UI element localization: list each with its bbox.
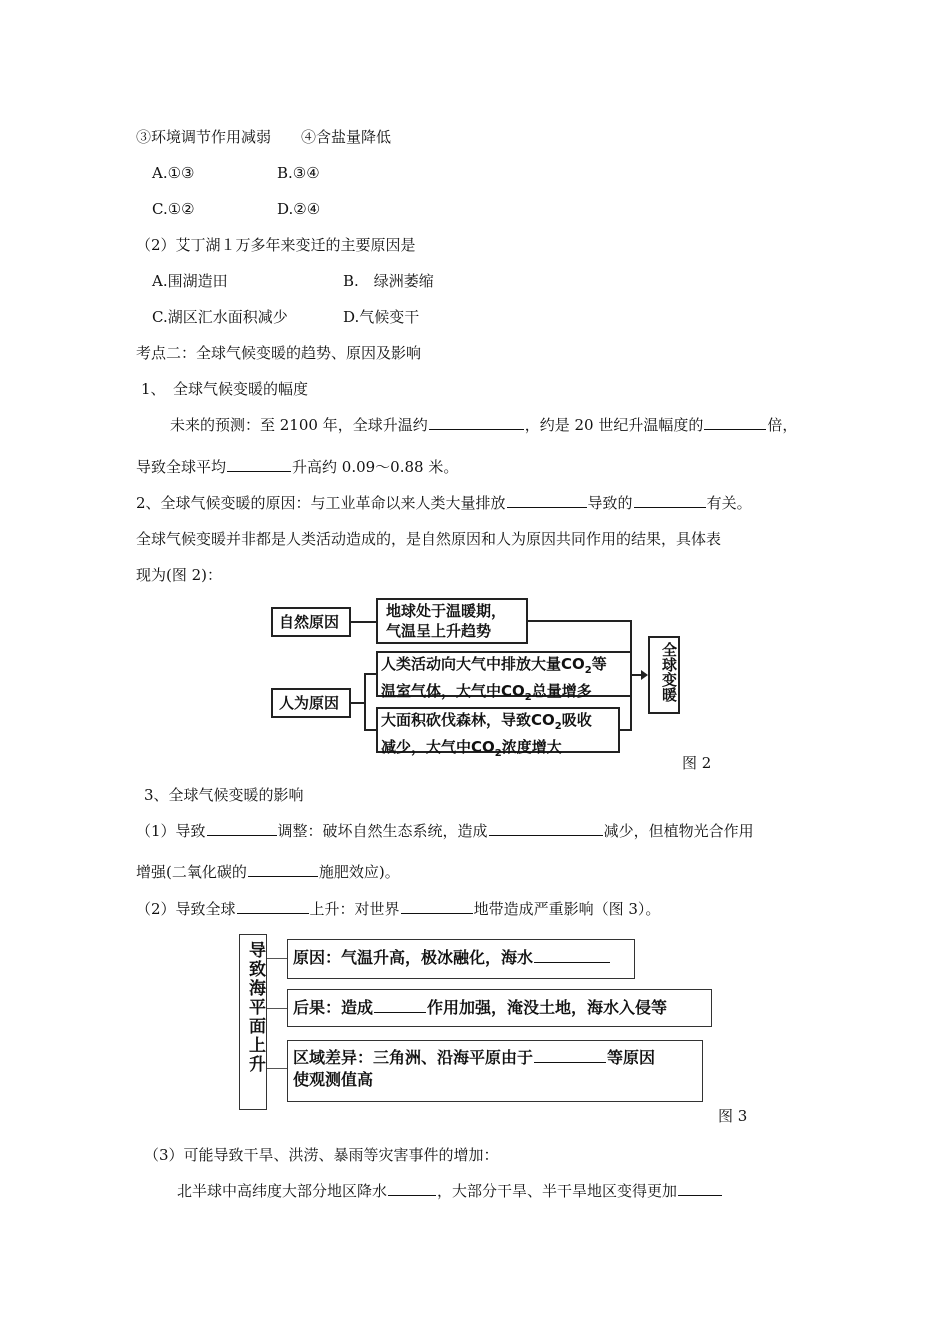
blank-reduce	[489, 821, 603, 836]
fig3-cause-box	[287, 939, 635, 979]
fig2-caption: 图 2	[682, 754, 712, 772]
q2-option-c: C.湖区汇水面积减少	[152, 308, 288, 326]
blank-emission	[507, 493, 587, 508]
s2-text-a: 2、全球气候变暖的原因：与工业革命以来人类大量排放	[136, 494, 506, 512]
s1-text-c: 倍，	[767, 416, 798, 434]
s3-p1-line1	[136, 821, 754, 841]
fig2-nat-line1: 地球处于温暖期，	[386, 602, 507, 620]
fig3-region-box	[287, 1040, 703, 1102]
s1-sentence-2	[136, 457, 458, 477]
fig3-title-box: 导致海平面上升	[239, 934, 267, 1110]
blank-dry	[678, 1181, 722, 1196]
section-title: 考点二：全球气候变暖的趋势、原因及影响	[136, 344, 422, 362]
q1-option-line: ③环境调节作用减弱 ④含盐量降低	[136, 128, 392, 146]
s3-p1-line2	[136, 862, 400, 882]
fig2-connector	[364, 673, 366, 731]
s3-p2	[136, 899, 660, 919]
blank-precip	[388, 1181, 436, 1196]
fig3-cause: 原因：气温升高，极冰融化，海水	[293, 948, 534, 967]
fig2-connector	[630, 676, 632, 731]
s3-p1-d: 增强(二氧化碳的	[136, 863, 247, 881]
fig3-effect-b: 作用加强，淹没土地，海水入侵等	[427, 998, 668, 1017]
fig2-hum2-2a: 减少，大气中CO	[381, 738, 495, 756]
fig2-arrow-head-icon	[641, 670, 648, 680]
fig2-sub: 2	[584, 665, 592, 676]
fig2-human-box: 人为原因	[271, 688, 351, 718]
s3-title: 3、全球气候变暖的影响	[144, 786, 304, 804]
fig2-human-detail-2	[376, 707, 620, 759]
s3-p1-e: 施肥效应)。	[318, 863, 400, 881]
fig2-connector	[364, 673, 376, 675]
s2-text-b: 导致的	[587, 494, 633, 512]
fig2-sub: 2	[554, 721, 562, 732]
q2-option-a: A.围湖造田	[152, 272, 228, 290]
fig3-effect-a: 后果：造成	[293, 998, 374, 1017]
q2-option-d: D.气候变干	[343, 308, 420, 326]
blank-effect	[634, 493, 706, 508]
q2-option-b: B. 绿洲萎缩	[343, 272, 434, 290]
blank-subsidence	[534, 1048, 606, 1063]
fig2-connector	[351, 621, 376, 623]
fig3-region-b: 等原因	[607, 1048, 656, 1067]
p3-line	[177, 1181, 723, 1201]
s1-text-a: 未来的预测：至 2100 年，全球升温约	[170, 416, 428, 434]
fig2-result-box: 全球变暖	[648, 636, 680, 714]
fig2-nat-line2: 气温呈上升趋势	[386, 622, 492, 640]
fig2-hum1-1b: 等	[591, 655, 607, 673]
fig2-sub: 2	[524, 692, 532, 703]
q1-option-a: A.①③	[152, 164, 195, 182]
fig3-connector	[267, 1068, 287, 1069]
fig2-human-detail-1	[376, 651, 632, 703]
fig2-hum2-2b: 浓度增大	[501, 738, 562, 756]
blank-zone	[401, 899, 473, 914]
fig2-hum1-1a: 人类活动向大气中排放大量CO	[381, 655, 585, 673]
blank-structure	[207, 821, 277, 836]
blank-erosion	[374, 998, 426, 1013]
fig3-caption: 图 3	[718, 1107, 748, 1125]
s3-p2-a: （2）导致全球	[136, 900, 236, 918]
fig2-connector	[364, 729, 376, 731]
blank-rise	[237, 899, 309, 914]
s3-p2-b: 上升：对世界	[309, 900, 400, 918]
fig3-connector	[267, 958, 287, 959]
p3-b: ，大部分干旱、半干旱地区变得更加	[437, 1182, 678, 1200]
blank-temp-rise	[429, 415, 524, 430]
fig2-hum1-line1	[381, 654, 630, 681]
blank-seawater	[534, 948, 610, 963]
fig2-hum2-1b: 吸收	[561, 711, 592, 729]
q2-stem: （2）艾丁湖１万多年来变迁的主要原因是	[136, 236, 416, 254]
fig2-hum2-line1	[381, 710, 618, 737]
blank-multiple	[704, 415, 766, 430]
fig2-hum1-line2	[381, 681, 630, 708]
blank-fertilizer	[248, 862, 318, 877]
s1-text-e: 升高约 0.09～0.88 米。	[292, 458, 459, 476]
q1-option-d: D.②④	[277, 200, 321, 218]
s2-line-3: 现为(图 2)：	[136, 566, 223, 584]
fig2-connector	[351, 702, 365, 704]
s2-sentence	[136, 493, 752, 513]
fig2-hum1-2b: 总量增多	[531, 682, 592, 700]
s2-line-2: 全球气候变暖并非都是人类活动造成的，是自然原因和人为原因共同作用的结果，具体表	[136, 530, 722, 548]
s2-text-c: 有关。	[706, 494, 752, 512]
fig2-hum2-line2	[381, 737, 618, 764]
fig3-region-line2: 使观测值高	[293, 1070, 374, 1089]
fig3-region-line1	[293, 1047, 702, 1069]
fig3-connector	[267, 1008, 287, 1009]
s3-p1-b: 调整：破坏自然生态系统，造成	[277, 822, 488, 840]
s1-text-b: ，约是 20 世纪升温幅度的	[524, 416, 704, 434]
p3-a: 北半球中高纬度大部分地区降水	[177, 1182, 388, 1200]
s3-p1-a: （1）导致	[136, 822, 206, 840]
fig2-hum2-1a: 大面积砍伐森林，导致CO	[381, 711, 555, 729]
s1-text-d: 导致全球平均	[136, 458, 227, 476]
s3-p2-c: 地带造成严重影响（图 3）。	[473, 900, 661, 918]
s1-title: 1、 全球气候变暖的幅度	[141, 380, 309, 398]
s3-p1-c: 减少，但植物光合作用	[603, 822, 754, 840]
fig2-connector	[630, 620, 632, 676]
fig2-natural-detail	[376, 598, 528, 644]
fig2-connector	[528, 620, 632, 622]
fig3-effect-box	[287, 989, 712, 1027]
fig3-region-a: 区域差异：三角洲、沿海平原由于	[293, 1048, 534, 1067]
q1-option-c: C.①②	[152, 200, 195, 218]
q1-option-b: B.③④	[277, 164, 320, 182]
fig2-sub: 2	[494, 748, 502, 759]
s1-sentence	[170, 415, 797, 435]
blank-sea-level	[227, 457, 291, 472]
p3-stem: （3）可能导致干旱、洪涝、暴雨等灾害事件的增加：	[144, 1146, 499, 1164]
fig2-natural-box: 自然原因	[271, 607, 351, 637]
fig2-hum1-2a: 温室气体，大气中CO	[381, 682, 525, 700]
